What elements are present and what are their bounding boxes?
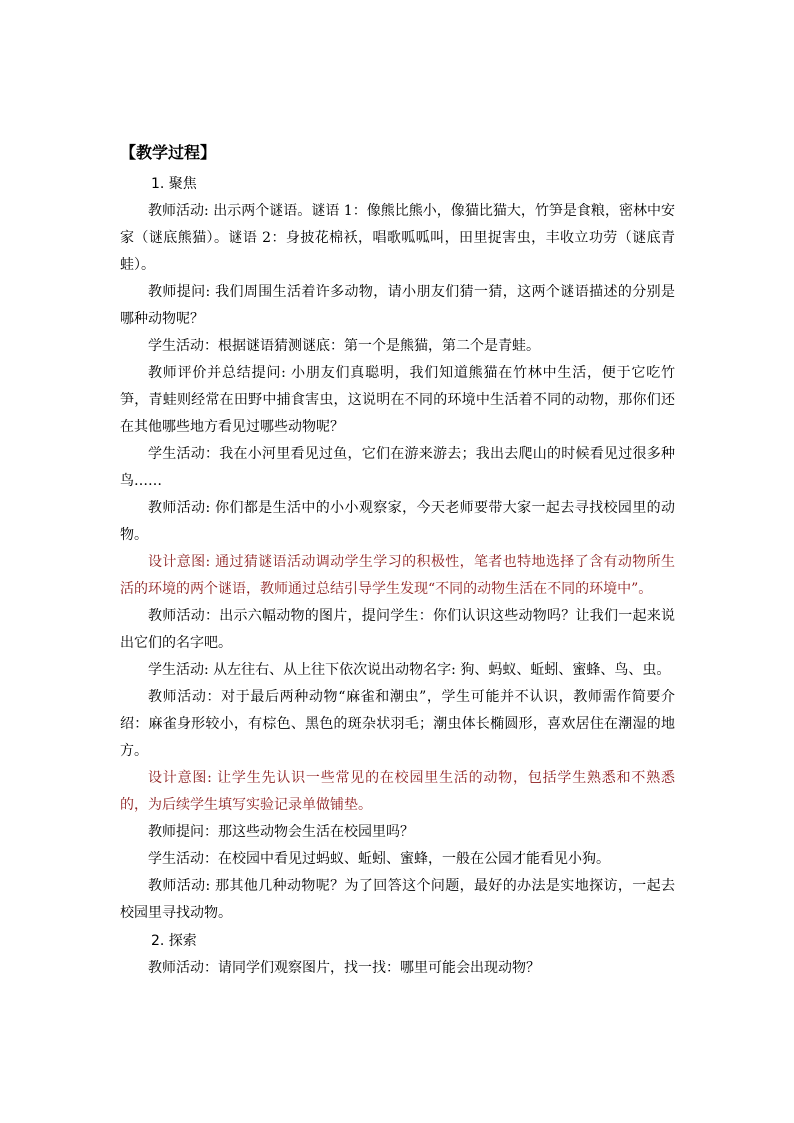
paragraph-campus-answer: 学生活动：在校园中看见过蚂蚁、蚯蚓、蜜蜂，一般在公园才能看见小狗。 (148, 851, 610, 867)
paragraph-show-pictures: 教师活动：出示六幅动物的图片，提问学生：你们认识这些动物吗？让我们一起来说出它们的名字吧。 (120, 608, 675, 651)
paragraph-design-intent-1: 设计意图: 通过猜谜语活动调动学生学习的积极性，笔者也特地选择了含有动物所生活的环境的两个谜语，教师通过总结引导学生发现“不同的动物生活在不同的环境中”。 (120, 554, 675, 597)
paragraph-observe-pictures: 教师活动：请同学们观察图片，找一找：哪里可能会出现动物？ (148, 960, 540, 976)
paragraph-explain-animals: 教师活动：对于最后两种动物“麻雀和潮虫”，学生可能并不认识，教师需作简要介绍：麻雀身形较小，有棕色、黑色的斑杂状羽毛；潮虫体长椭圆形，喜欢居住在潮湿的地方。 (120, 689, 675, 759)
lesson-document (120, 140, 675, 982)
paragraph-teacher-question: 教师提问: 我们周围生活着许多动物，请小朋友们猜一猜，这两个谜语描述的分别是哪种动物呢？ (120, 284, 675, 327)
subheading-explore: 2. 探索 (151, 933, 197, 949)
paragraph-student-answer: 学生活动：根据谜语猜测谜底：第一个是熊猫，第二个是青蛙。 (148, 338, 540, 354)
paragraph-name-animals: 学生活动: 从左往右、从上往下依次说出动物名字: 狗、蚂蚁、蚯蚓、蜜蜂、鸟、虫。 (148, 662, 671, 678)
paragraph-campus-question: 教师提问：那这些动物会生活在校园里吗？ (148, 824, 414, 840)
paragraph-teacher-summary: 教师评价并总结提问: 小朋友们真聪明，我们知道熊猫在竹林中生活，便于它吃竹笋，青蛙则经常在田野中捕食害虫，这说明在不同的环境中生活着不同的动物，那你们还在其他哪些地方看见过哪些动物呢？ (120, 365, 675, 435)
paragraph-riddles: 教师活动: 出示两个谜语。谜语 1：像熊比熊小，像猫比猫大，竹笋是食粮，密林中安家（谜底熊猫）。谜语 2：身披花棉袄，唱歌呱呱叫，田里捉害虫，丰收立功劳（谜底青蛙）。 (120, 203, 675, 273)
paragraph-student-observations: 学生活动：我在小河里看见过鱼，它们在游来游去；我出去爬山的时候看见过很多种鸟…… (120, 446, 675, 489)
section-title: 【教学过程】 (120, 143, 217, 162)
subheading-focus: 1. 聚焦 (151, 176, 197, 192)
paragraph-design-intent-2: 设计意图: 让学生先认识一些常见的在校园里生活的动物，包括学生熟悉和不熟悉的，为后续学生填写实验记录单做铺垫。 (120, 770, 675, 813)
paragraph-teacher-intro: 教师活动: 你们都是生活中的小小观察家，今天老师要带大家一起去寻找校园里的动物。 (120, 500, 675, 543)
paragraph-explore-campus: 教师活动: 那其他几种动物呢？为了回答这个问题，最好的办法是实地探访，一起去校园里寻找动物。 (120, 878, 675, 921)
